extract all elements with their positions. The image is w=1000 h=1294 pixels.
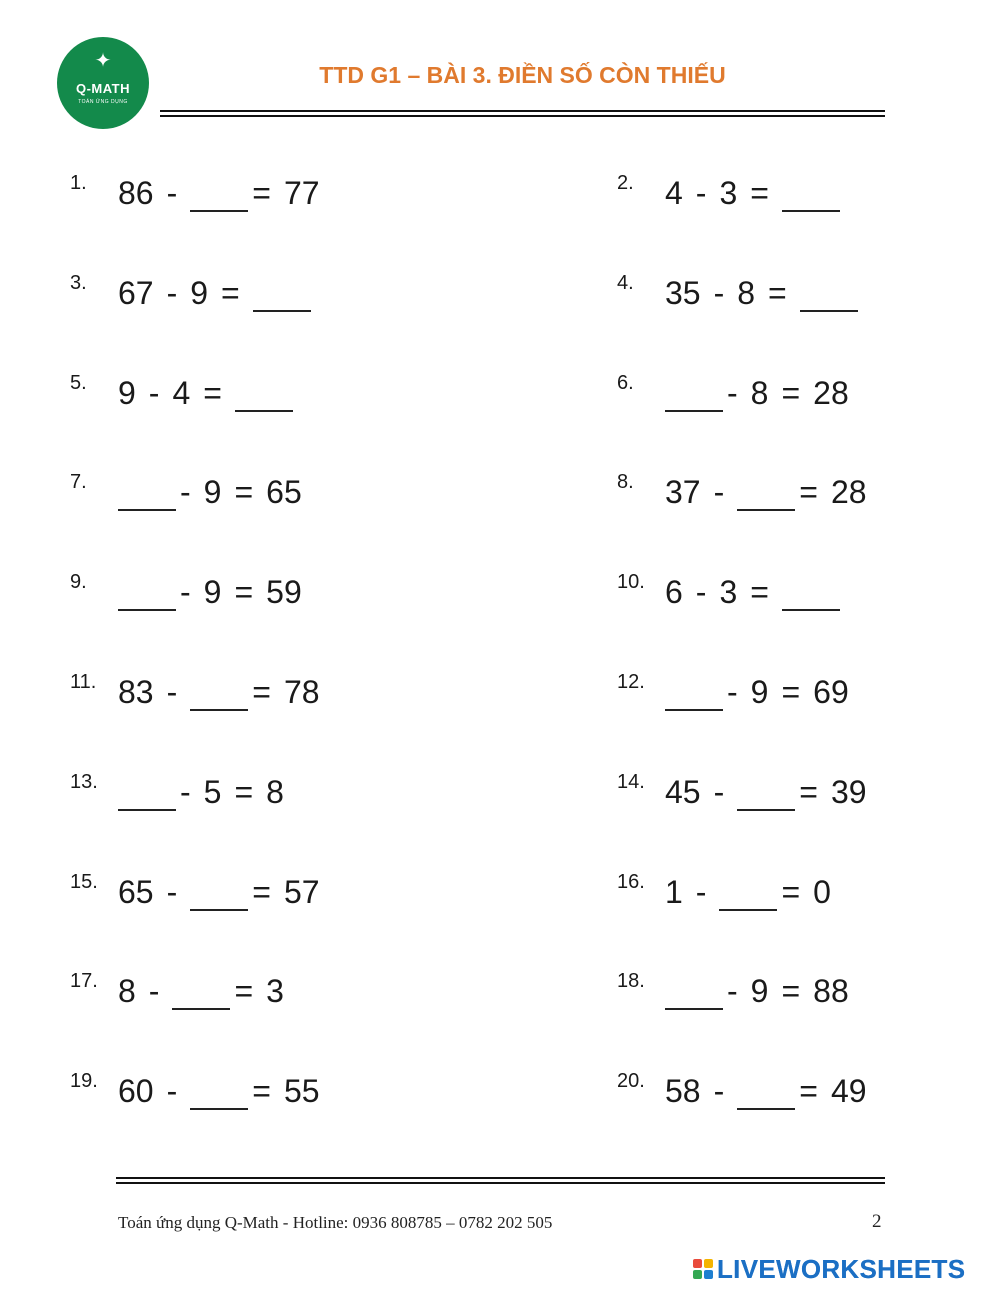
answer-blank[interactable] [235,380,293,412]
problem-number: 16. [617,871,645,893]
expression-token: 88 [813,973,849,1009]
expression-token: - [180,474,191,510]
footer-rule-bottom [116,1182,885,1184]
expression-token: = [781,375,801,411]
expression-token: 6 [665,574,683,610]
expression-token: 65 [266,474,302,510]
logo-square-blue [704,1270,713,1279]
problem-number: 5. [70,372,87,394]
problem-expression [665,1073,880,1110]
problem-expression [118,874,333,911]
expression-token: = [252,1073,271,1109]
expression-token: - [713,1073,725,1109]
problem-expression [118,175,333,212]
expression-token: = [750,574,769,610]
expression-token: 8 [266,774,284,810]
expression-token: - [166,874,178,910]
expression-token: = [234,973,254,1009]
expression-token: 58 [665,1073,701,1109]
expression-token: 8 [750,375,769,411]
q-math-logo [57,37,149,129]
expression-token: 9 [203,474,222,510]
problem-expression [118,375,297,412]
expression-token: 69 [813,674,849,710]
problem-number: 17. [70,970,98,992]
expression-token: 45 [665,774,701,810]
problem-expression [665,275,862,312]
expression-token: 67 [118,275,154,311]
answer-blank[interactable] [782,180,840,212]
logo-square-green [693,1270,702,1279]
liveworksheets-watermark[interactable] [693,1253,965,1285]
expression-token: = [252,874,271,910]
problem-number: 12. [617,671,645,693]
expression-token: 37 [665,474,701,510]
problem-expression [665,474,880,511]
answer-blank[interactable] [190,180,248,212]
logo-tagline: TOÁN ỨNG DỤNG [78,99,128,105]
expression-token: - [695,175,707,211]
expression-token: 8 [737,275,756,311]
problem-number: 14. [617,771,645,793]
expression-token: - [713,275,725,311]
expression-token: = [781,874,801,910]
expression-token: 60 [118,1073,154,1109]
expression-token: - [713,474,725,510]
expression-token: = [234,774,254,810]
answer-blank[interactable] [800,280,858,312]
expression-token: = [781,973,801,1009]
logo-square-red [693,1259,702,1268]
logo-brand: Q-MATH [75,81,131,96]
expression-token: 1 [665,874,683,910]
expression-token: 5 [203,774,222,810]
expression-token: 78 [283,674,320,710]
problem-number: 4. [617,272,634,294]
expression-token: 9 [190,275,209,311]
expression-token: 28 [830,474,867,510]
problem-number: 19. [70,1070,98,1092]
page-number: 2 [872,1211,882,1232]
problem-number: 8. [617,471,634,493]
problem-expression [118,574,315,611]
expression-token: = [234,574,254,610]
header-rule-top [160,110,885,112]
expression-token: 8 [118,973,136,1009]
liveworksheets-logo-icon [693,1259,713,1279]
problem-expression [665,175,844,212]
expression-token: 57 [283,874,320,910]
problem-number: 18. [617,970,645,992]
expression-token: 9 [750,973,769,1009]
problem-expression [118,1073,333,1110]
problem-number: 20. [617,1070,645,1092]
answer-blank[interactable] [190,679,248,711]
logo-square-yellow [704,1259,713,1268]
problem-number: 10. [617,571,645,593]
expression-token: = [799,474,818,510]
problem-number: 7. [70,471,87,493]
problem-number: 11. [70,671,97,693]
answer-blank[interactable] [719,879,777,911]
expression-token: = [799,1073,818,1109]
problem-expression [665,774,880,811]
answer-blank[interactable] [190,1078,248,1110]
problem-number: 15. [70,871,98,893]
answer-blank[interactable] [737,479,795,511]
expression-token: 4 [172,375,191,411]
answer-blank[interactable] [253,280,311,312]
problem-expression [118,973,297,1010]
expression-token: = [252,175,271,211]
problem-expression [665,874,844,911]
expression-token: = [781,674,801,710]
liveworksheets-text: LIVEWORKSHEETS [717,1253,966,1284]
problem-expression [118,674,333,711]
answer-blank[interactable] [118,579,176,611]
expression-token: - [727,375,738,411]
expression-token: 77 [283,175,320,211]
expression-token: 28 [813,375,849,411]
expression-token: = [234,474,254,510]
expression-token: - [148,973,160,1009]
expression-token: - [166,674,178,710]
answer-blank[interactable] [665,679,723,711]
answer-blank[interactable] [737,779,795,811]
expression-token: 9 [750,674,769,710]
expression-token: = [750,175,769,211]
answer-blank[interactable] [172,978,230,1010]
expression-token: 83 [118,674,154,710]
answer-blank[interactable] [118,479,176,511]
expression-token: 9 [203,574,222,610]
header-rule-bottom [160,115,885,117]
expression-token: - [166,1073,178,1109]
expression-token: 86 [118,175,154,211]
answer-blank[interactable] [190,879,248,911]
expression-token: - [166,175,178,211]
expression-token: 59 [266,574,302,610]
expression-token: 55 [283,1073,320,1109]
problem-number: 1. [70,172,87,194]
expression-token: - [166,275,178,311]
problem-expression [665,574,844,611]
answer-blank[interactable] [782,579,840,611]
problem-expression [118,774,297,811]
answer-blank[interactable] [665,380,723,412]
expression-token: = [221,275,240,311]
expression-token: 65 [118,874,154,910]
expression-token: - [180,574,191,610]
footer-rule-top [116,1177,885,1179]
problem-number: 3. [70,272,87,294]
answer-blank[interactable] [665,978,723,1010]
expression-token: - [727,674,738,710]
expression-token: 0 [813,874,831,910]
expression-token: 35 [665,275,701,311]
expression-token: = [203,375,222,411]
expression-token: = [252,674,271,710]
expression-token: = [768,275,787,311]
answer-blank[interactable] [737,1078,795,1110]
expression-token: 3 [719,574,738,610]
footer-text: Toán ứng dụng Q-Math - Hotline: 0936 808785 – 0782 202 505 [118,1213,553,1232]
expression-token: - [695,874,707,910]
problem-expression [665,674,862,711]
problem-expression [118,275,315,312]
problem-number: 6. [617,372,634,394]
expression-token: - [713,774,725,810]
expression-token: 3 [266,973,284,1009]
expression-token: 39 [830,774,867,810]
problem-expression [665,375,862,412]
expression-token: - [148,375,160,411]
problem-expression [665,973,862,1010]
problem-expression [118,474,315,511]
expression-token: = [799,774,818,810]
expression-token: 9 [118,375,136,411]
expression-token: 3 [719,175,738,211]
problem-number: 9. [70,571,87,593]
expression-token: - [695,574,707,610]
problem-number: 13. [70,771,98,793]
answer-blank[interactable] [118,779,176,811]
bird-icon: ✦ [94,50,112,72]
page-title: TTD G1 – BÀI 3. ĐIỀN SỐ CÒN THIẾU [319,62,726,88]
problem-number: 2. [617,172,634,194]
expression-token: - [180,774,191,810]
expression-token: 49 [830,1073,867,1109]
expression-token: - [727,973,738,1009]
expression-token: 4 [665,175,683,211]
